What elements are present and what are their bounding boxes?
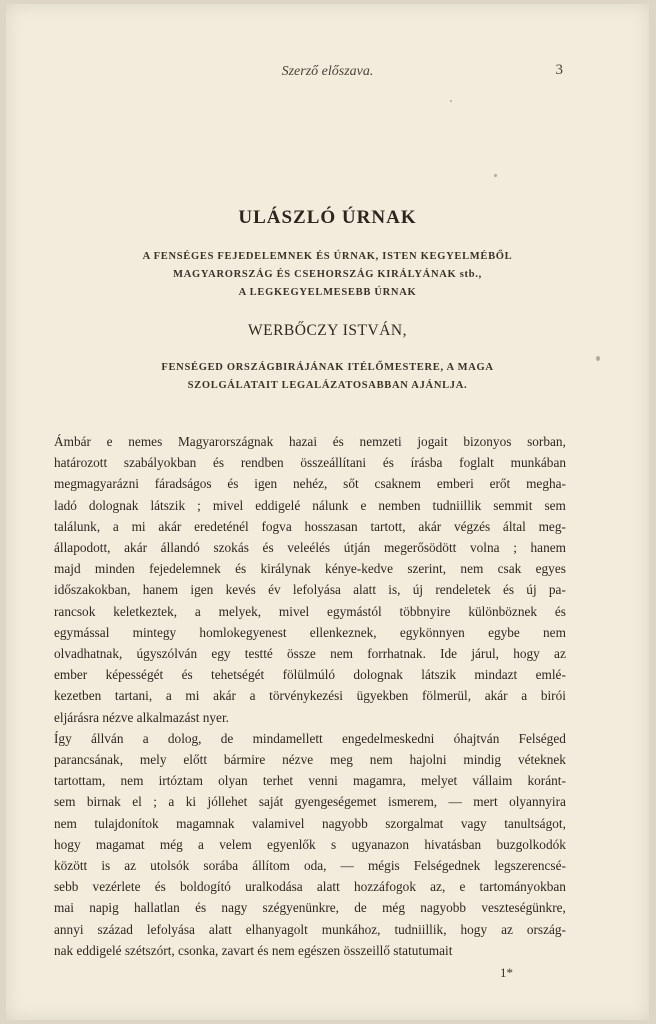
text-line: parancsának, mely előtt bármire nézve meg nem hajolni mindig véteknek bbox=[54, 752, 566, 768]
text-line: határozott szabályokban és rendben összeállítani és írásba foglalt munkában bbox=[54, 455, 566, 471]
text-line: rancsok keletkeztek, a melyek, mivel egymástól többnyire különböznek és bbox=[54, 603, 566, 619]
text-line: időszakokban, hanem igen kevés év lefolyása alatt is, új rendeletek és új pa- bbox=[54, 582, 566, 598]
dedication-line: MAGYARORSZÁG ÉS CSEHORSZÁG KIRÁLYÁNAK stb., bbox=[173, 269, 482, 280]
text-line: megmagyarázni fáradságos és igen nehéz, sőt csaknem emberi erőt megha- bbox=[54, 476, 566, 492]
text-line: egymással mintegy homlokegyenest ellenkeznek, egykönnyen egybe nem bbox=[54, 624, 566, 640]
text-line: Ámbár e nemes Magyarországnak hazai és nemzeti jogait bizonyos sorban, bbox=[54, 434, 566, 449]
book-page bbox=[6, 4, 649, 1020]
text-line: ember képességét és tehetségét fölülmúló dolognak látszik mindazt emlé- bbox=[54, 667, 566, 683]
dedication-block bbox=[6, 248, 649, 302]
text-line: ladó dolognak látszik ; mivel eddigelé nálunk e nemben tudniillik semmit sem bbox=[54, 497, 566, 513]
text-line: kezetben tartani, a mi akár a törvénykezési ügyekben fölmerül, akár a birói bbox=[54, 688, 566, 704]
body-text bbox=[54, 431, 566, 961]
dedication-line: A LEGKEGYELMESEBB ÚRNAK bbox=[238, 287, 417, 298]
text-line: állapodott, akár állandó szokás és veleélés útján megerősödött volna ; hanem bbox=[54, 540, 566, 556]
text-line: nak eddigelé szétszórt, csonka, zavart és nem egészen összeillő statutumait bbox=[54, 942, 453, 958]
text-line: sem birnak el ; a ki jóllehet saját gyengeségemet ismerem, — mert olyannyira bbox=[54, 794, 566, 810]
paper-speck bbox=[596, 356, 600, 361]
text-line: tartottam, nem irtóztam olyan terhet venni magamra, melyet vállaim koránt- bbox=[54, 773, 566, 789]
text-line: eljárásra nézve alkalmazást nyer. bbox=[54, 709, 229, 725]
text-line: olvadhatnak, úgyszólván egy testté össze nem forrhatnak. Ide járul, hogy az bbox=[54, 646, 566, 662]
dedication-line: A FENSÉGES FEJEDELEMNEK ÉS ÚRNAK, ISTEN KEGYELMÉBŐL bbox=[142, 251, 513, 262]
author-name: WERBŐCZY ISTVÁN, bbox=[248, 322, 407, 339]
signature-mark: 1* bbox=[500, 965, 513, 980]
offer-line: SZOLGÁLATAIT LEGALÁZATOSABBAN AJÁNLJA. bbox=[187, 380, 468, 391]
text-line: mai napig hallatlan és nagy szégyenünkre, de még nagyobb veszteségünkre, bbox=[54, 900, 566, 916]
text-line: annyi század lefolyása alatt elhanyagolt munkához, tudniillik, hogy az ország- bbox=[54, 921, 566, 937]
paragraph-1 bbox=[54, 431, 566, 728]
text-line: majd minden fejedelemnek és királynak kénye-kedve szerint, nem csak egyes bbox=[54, 561, 566, 577]
paper-speck bbox=[450, 100, 452, 102]
page-number: 3 bbox=[555, 62, 563, 78]
paper-speck bbox=[494, 174, 497, 177]
offer-line: FENSÉGED ORSZÁGBIRÁJÁNAK ITÉLŐMESTERE, A MAGA bbox=[161, 362, 494, 373]
text-line: sebb vezérlete és boldogító uralkodása alatt hozzáfogok az, e tartományokban bbox=[54, 879, 566, 895]
dedication-title: ULÁSZLÓ ÚRNAK bbox=[238, 207, 417, 228]
running-title: Szerző előszava. bbox=[281, 64, 374, 79]
paragraph-2 bbox=[54, 728, 566, 961]
offer-block bbox=[6, 359, 649, 395]
text-line: hogy magamat még a velem egyenlők s ugyanazon hivatásban buzgolkodók bbox=[54, 836, 566, 852]
text-line: nem tulajdonítok magamnak valamivel nagyobb szorgalmat vagy tanultságot, bbox=[54, 815, 566, 831]
text-line: találunk, a mi akár eredeténél fogva hosszasan tartott, akár végzés által meg- bbox=[54, 518, 566, 534]
text-line: között is az utolsók sorába állítom oda, — mégis Felségednek legszerencsé- bbox=[54, 858, 566, 874]
text-line: Így állván a dolog, de mindamellett engedelmeskedni óhajtván Felséged bbox=[54, 730, 566, 746]
